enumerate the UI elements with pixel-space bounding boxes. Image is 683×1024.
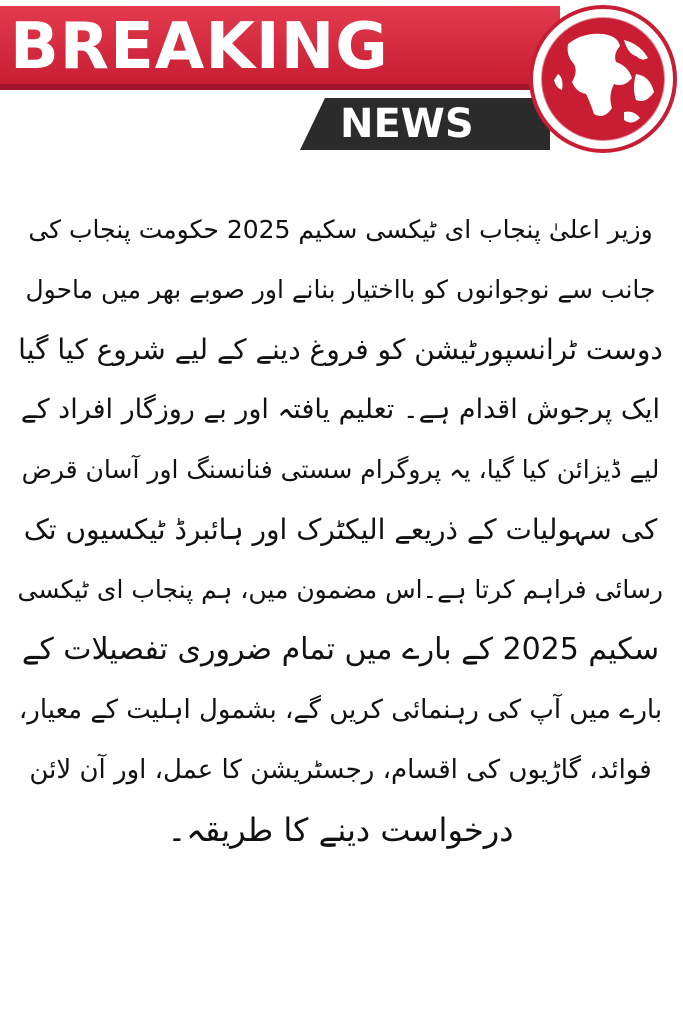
article-line: کی سہولیات کے ذریعے الیکٹرک اور ہائبرڈ ٹیکسیوں تک (23, 513, 658, 546)
article-line: وزیر اعلیٰ پنجاب ای ٹیکسی سکیم 2025 حکومت پنجاب کی (28, 215, 653, 244)
article-line: لیے ڈیزائن کیا گیا، یہ پروگرام سستی فنانسنگ اور آسان قرض (21, 455, 660, 484)
breaking-label: BREAKING (10, 10, 389, 84)
article-line: دوست ٹرانسپورٹیشن کو فروغ دینے کے لیے شروع کیا گیا (18, 333, 663, 366)
article-line: بارے میں آپ کی رہنمائی کریں گے، بشمول اہلیت کے معیار، (18, 695, 663, 725)
article-line: ایک پرجوش اقدام ہے۔ تعلیم یافتہ اور بے روزگار افراد کے (20, 394, 661, 425)
news-label: NEWS (340, 101, 474, 147)
breaking-banner-shadow (0, 84, 560, 90)
article-line: درخواست دینے کا طریقہ۔ (167, 811, 514, 849)
article-body (18, 200, 663, 860)
globe-icon (528, 4, 678, 154)
article-line: فوائد، گاڑیوں کی اقسام، رجسٹریشن کا عمل، اور آن لائن (29, 755, 652, 785)
article-line: رسائی فراہم کرتا ہے۔اس مضمون میں، ہم پنجاب ای ٹیکسی (17, 575, 663, 604)
article-line: سکیم 2025 کے بارے میں تمام ضروری تفصیلات کے (21, 632, 660, 667)
article-line: جانب سے نوجوانوں کو بااختیار بنانے اور صوبے بھر میں ماحول (25, 275, 656, 304)
